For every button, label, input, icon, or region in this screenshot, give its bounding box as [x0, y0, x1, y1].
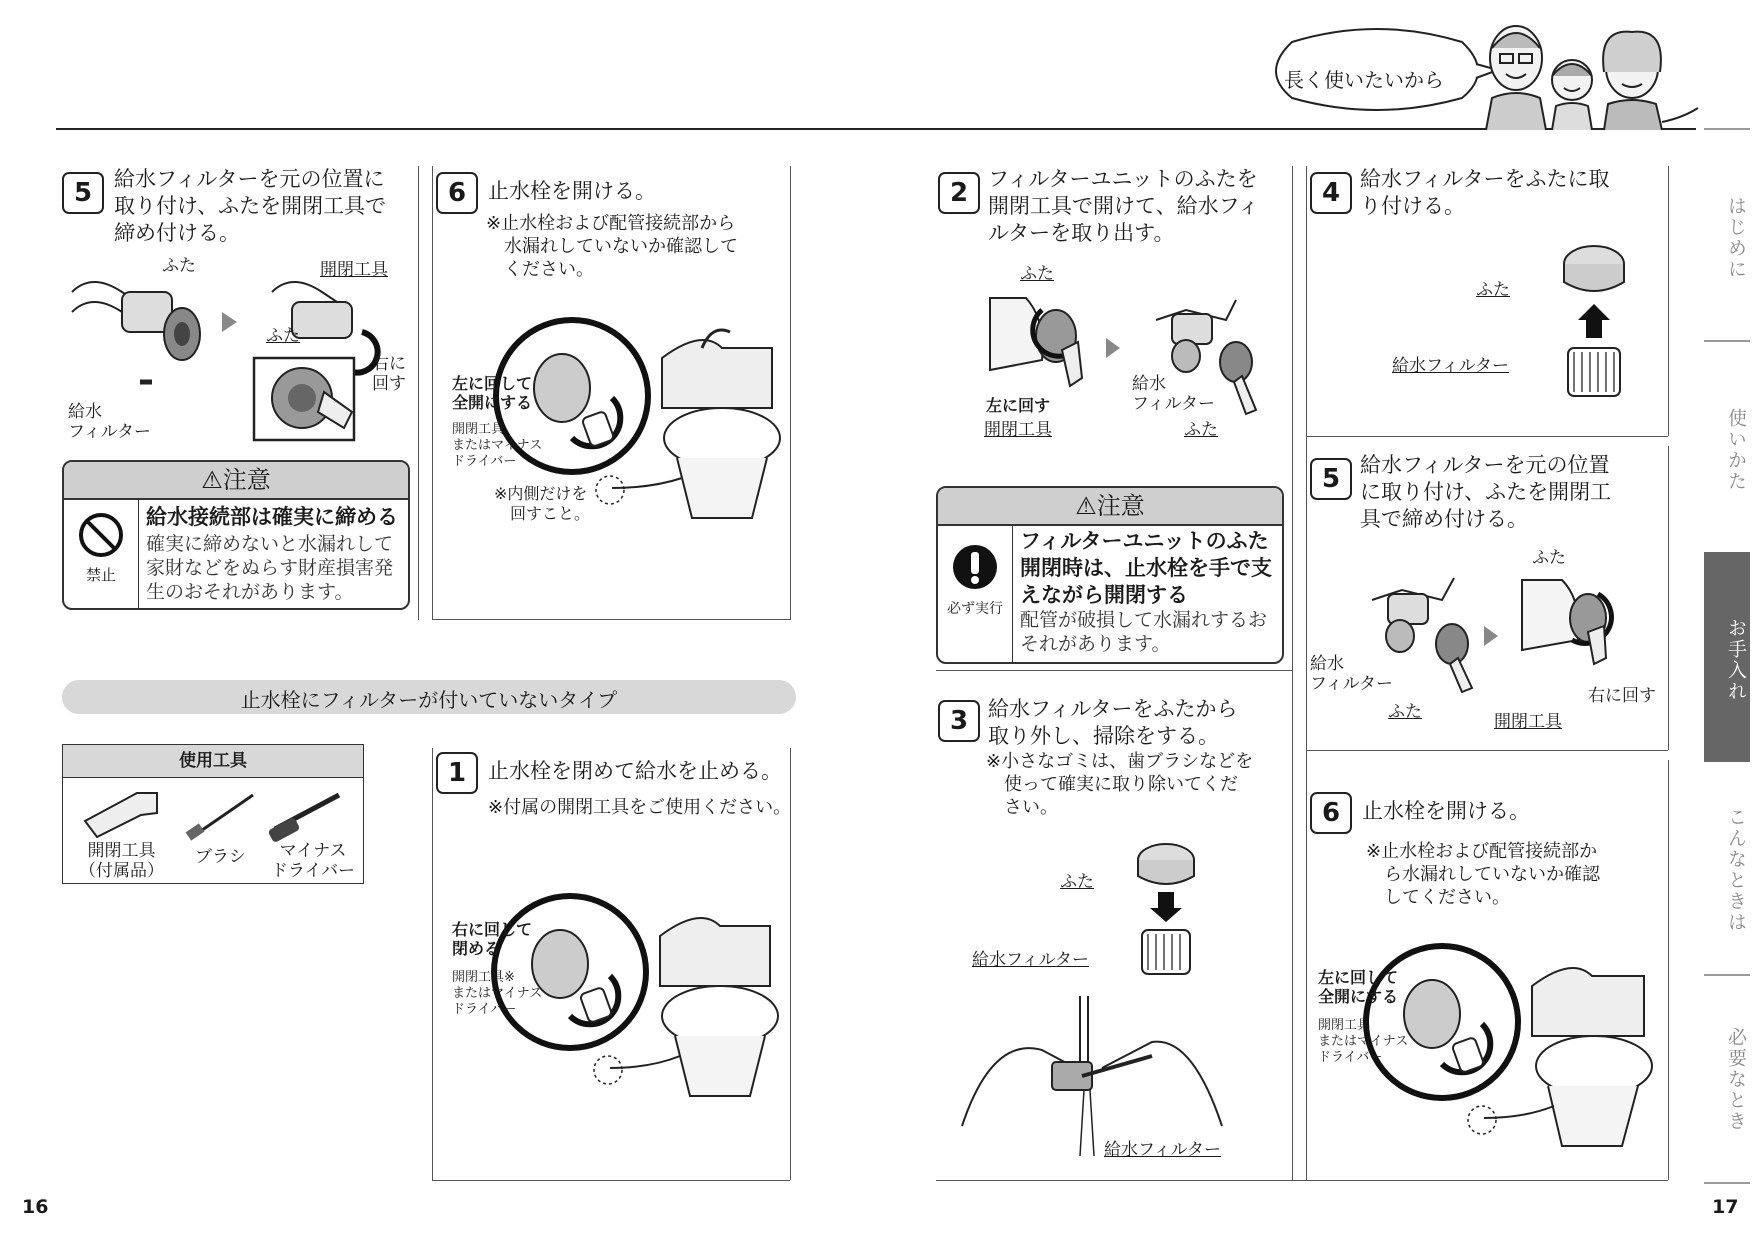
- step-6-note: ※止水栓および配管接続部か ら水漏れしていないか確認 してください。: [1366, 841, 1600, 908]
- step-5-number: 5: [1310, 458, 1352, 500]
- step-2-text: フィルターユニットのふたを 開閉工具で開けて、給水フィ ルターを取り出す。: [988, 167, 1259, 245]
- label-filter: 給水 フィルター: [1132, 374, 1215, 414]
- label-filter: 給水 フィルター: [1310, 654, 1393, 694]
- column-border: [1292, 166, 1293, 1180]
- tools-title: 使用工具: [63, 745, 363, 778]
- caution-box: [62, 460, 410, 610]
- section-banner-text: 止水栓にフィルターが付いていないタイプ: [240, 688, 618, 712]
- mandatory-cell: [938, 526, 1013, 662]
- step-3-note: ※小さなゴミは、歯ブラシなどを 使って確実に取り除いてくだ さい。: [986, 751, 1254, 818]
- tab-divider: [1704, 1182, 1750, 1184]
- page-number-right: 17: [1712, 1196, 1739, 1218]
- page-number-left: 16: [22, 1196, 49, 1218]
- step-3-text: 給水フィルターをふたから 取り外し、掃除をする。: [988, 697, 1238, 748]
- label-futa: ふた: [1020, 264, 1054, 284]
- step-6-text: 止水栓を開ける。: [1362, 799, 1530, 823]
- column-bottom: [936, 1180, 1668, 1181]
- prohibit-cell: [64, 500, 139, 608]
- mandatory-icon: [952, 544, 998, 590]
- label-filter: 給水フィルター: [972, 950, 1089, 970]
- label-inner-only: ※内側だけを 回すこと。: [494, 484, 591, 523]
- tab-care[interactable]: お手入れ: [1725, 618, 1747, 702]
- label-futa: ふた: [1184, 420, 1218, 440]
- label-turn-right: 右に回して 閉める: [452, 920, 533, 958]
- step-5-text: 給水フィルターを元の位置に 取り付け、ふたを開閉工具で 締め付ける。: [114, 167, 387, 245]
- label-tool: 開閉工具: [984, 420, 1052, 440]
- prohibit-label: 禁止: [85, 566, 116, 584]
- step-5-text: 給水フィルターを元の位置 に取り付け、ふたを開閉工 具で締め付ける。: [1360, 453, 1612, 531]
- step-6-number: 6: [436, 172, 478, 214]
- step-6-text: 止水栓を開ける。: [488, 179, 656, 203]
- column-border: [1306, 166, 1307, 1180]
- filter-clean-illustration: [952, 836, 1252, 1166]
- label-turn-left: 左に回して 全開にする: [1318, 968, 1399, 1006]
- header-rule: [56, 128, 1696, 130]
- step-4-number: 4: [1310, 172, 1352, 214]
- step-5-number: 5: [62, 172, 104, 214]
- filter-reattach-illustration: [1362, 570, 1662, 700]
- tab-divider: [1704, 340, 1750, 342]
- caution-title: ⚠注意: [938, 488, 1282, 526]
- column-border: [790, 166, 791, 620]
- step-4-text: 給水フィルターをふたに取 り付ける。: [1360, 167, 1610, 218]
- caution-heading: フィルターユニットのふた 開閉時は、止水栓を手で支 えながら開閉する: [1020, 529, 1272, 607]
- label-futa: ふた: [266, 326, 300, 346]
- tab-divider: [1704, 128, 1750, 130]
- step-6-number: 6: [1310, 792, 1352, 834]
- label-turn-right: 右に 回す: [372, 354, 406, 394]
- filter-cap-illustration: [1550, 240, 1640, 410]
- tools-icons: [77, 785, 357, 841]
- prohibit-icon: [78, 512, 124, 558]
- column-bottom: [1306, 750, 1668, 751]
- step-1-note: ※付属の開閉工具をご使用ください。: [488, 797, 792, 818]
- caution-heading: 給水接続部は確実に締める: [146, 505, 398, 529]
- tool-screwdriver: マイナス ドライバー: [271, 841, 356, 881]
- step-1-text: 止水栓を閉めて給水を止める。: [488, 759, 782, 783]
- column-bottom: [432, 1180, 790, 1181]
- column-border: [432, 166, 433, 620]
- label-tool: 開閉工具: [320, 260, 388, 280]
- tool-brush: ブラシ: [195, 847, 246, 867]
- column-bottom: [432, 619, 790, 620]
- family-illustration: [1486, 18, 1706, 130]
- column-border: [418, 166, 419, 620]
- step-2-number: 2: [938, 172, 980, 214]
- tool-opener: 開閉工具 （付属品）: [79, 841, 164, 881]
- label-tool: 開閉工具 またはマイナス ドライバー: [452, 422, 543, 469]
- label-tool: 開閉工具※ またはマイナス ドライバー: [452, 970, 543, 1017]
- column-bottom: [1306, 436, 1668, 437]
- label-futa: ふた: [1476, 280, 1510, 300]
- step-3-number: 3: [938, 700, 980, 742]
- label-turn-right: 右に回す: [1588, 686, 1656, 706]
- tab-troubleshooting[interactable]: こんなときは: [1725, 807, 1747, 933]
- label-futa: ふた: [1532, 548, 1566, 568]
- caution-title: ⚠注意: [64, 462, 408, 500]
- label-futa: ふた: [162, 256, 196, 276]
- label-turn-left: 左に回す: [986, 396, 1051, 415]
- speech-text: 長く使いたいから: [1284, 68, 1444, 92]
- tab-introduction[interactable]: はじめに: [1725, 196, 1747, 280]
- tab-when-needed[interactable]: 必要なとき: [1725, 1026, 1747, 1132]
- column-border: [1668, 166, 1669, 436]
- column-border: [1668, 760, 1669, 1180]
- label-tool: 開閉工具: [1494, 712, 1562, 732]
- column-bottom: [936, 670, 1292, 671]
- tools-table: [62, 744, 364, 884]
- caution-body: 確実に締めないと水漏れして 家財などをぬらす財産損害発 生のおそれがあります。: [146, 533, 394, 603]
- column-border: [432, 748, 433, 1180]
- mandatory-label: 必ず実行: [947, 601, 1003, 617]
- tab-divider: [1704, 974, 1750, 976]
- tab-usage[interactable]: 使いかた: [1725, 408, 1747, 492]
- label-turn-left: 左に回して 全開にする: [452, 374, 533, 412]
- label-futa: ふた: [1388, 702, 1422, 722]
- caution-body: 配管が破損して水漏れするお それがあります。: [1020, 609, 1268, 655]
- label-filter: 給水フィルター: [1104, 1140, 1221, 1160]
- step-1-number: 1: [436, 752, 478, 794]
- filter-remove-illustration: [986, 290, 1276, 440]
- label-tool: 開閉工具 またはマイナス ドライバー: [1318, 1018, 1409, 1065]
- label-filter: 給水フィルター: [1392, 356, 1509, 376]
- caution-box: [936, 486, 1284, 664]
- label-futa: ふた: [1060, 872, 1094, 892]
- step-6-note: ※止水栓および配管接続部から 水漏れしていないか確認して ください。: [486, 213, 738, 280]
- label-filter: 給水 フィルター: [68, 402, 151, 442]
- column-border: [1668, 446, 1669, 750]
